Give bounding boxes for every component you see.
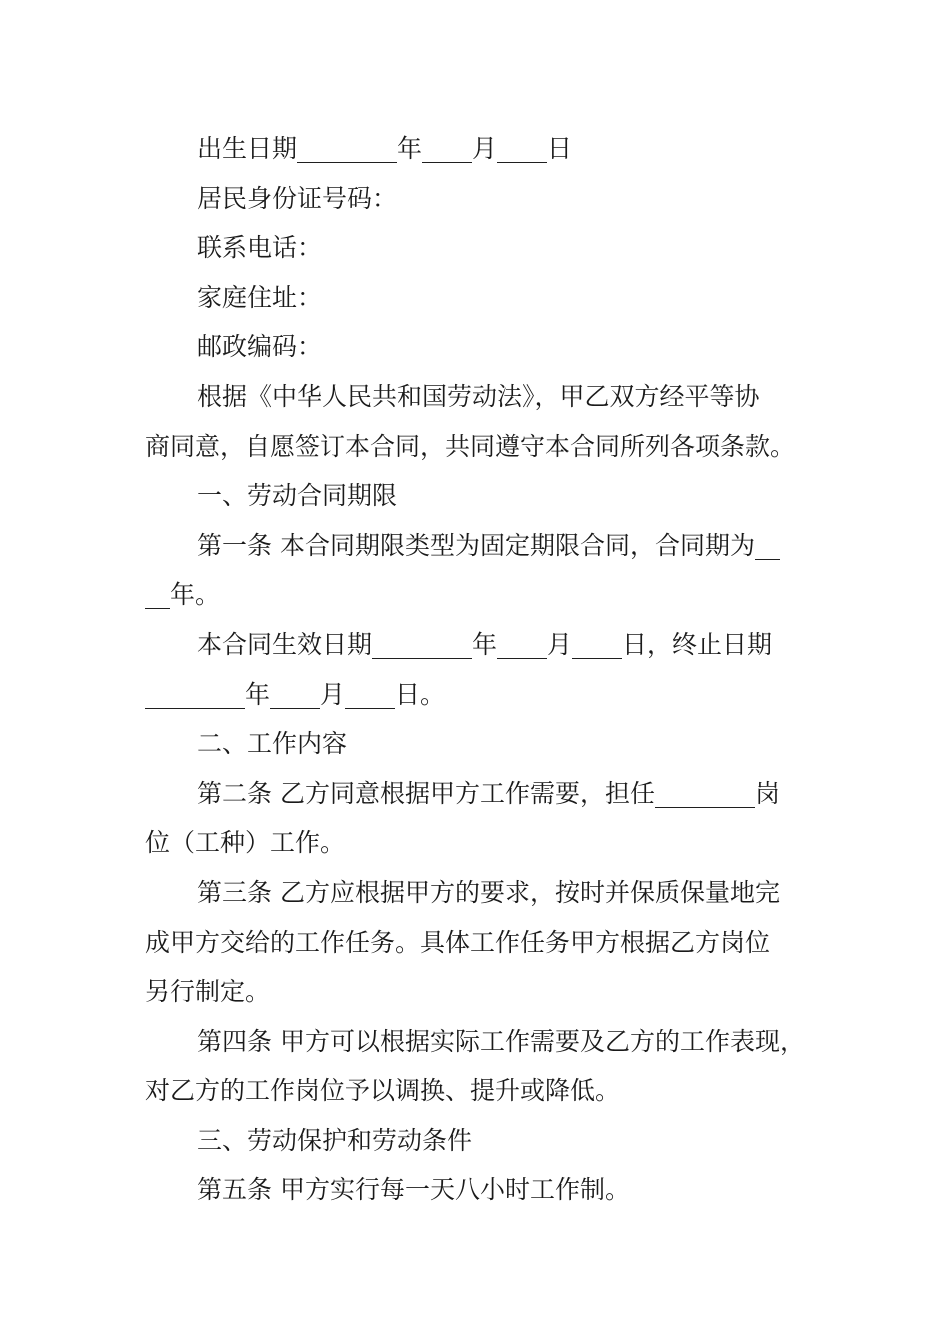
document-line: 联系电话： (197, 233, 323, 263)
document-line: 第二条 乙方同意根据甲方工作需要，担任________岗 (197, 778, 780, 808)
document-line: 另行制定。 (145, 977, 271, 1007)
document-line: __年。 (145, 580, 221, 610)
document-line: 居民身份证号码： (197, 183, 398, 213)
document-line: 本合同生效日期________年____月____日，终止日期 (197, 629, 773, 659)
document-line: 位（工种）工作。 (145, 828, 346, 858)
document-line: 邮政编码： (197, 332, 323, 362)
document-line: 对乙方的工作岗位予以调换、提升或降低。 (145, 1076, 621, 1106)
document-line: 出生日期________年____月____日 (197, 134, 573, 163)
document-line: 第五条 甲方实行每一天八小时工作制。 (197, 1175, 630, 1205)
document-line: 第四条 甲方可以根据实际工作需要及乙方的工作表现， (197, 1026, 805, 1056)
document-body (145, 124, 835, 1215)
document-line: 家庭住址： (197, 282, 323, 312)
document-line: 第一条 本合同期限类型为固定期限合同，合同期为__ (197, 530, 780, 560)
document-line: 一、劳动合同期限 (197, 481, 398, 511)
document-line: 根据《中华人民共和国劳动法》，甲乙双方经平等协 (197, 381, 760, 411)
document-line: 二、工作内容 (197, 729, 348, 759)
document-line: 成甲方交给的工作任务。具体工作任务甲方根据乙方岗位 (145, 927, 771, 957)
document-line: 商同意，自愿签订本合同，共同遵守本合同所列各项条款。 (145, 431, 796, 461)
document-line: 第三条 乙方应根据甲方的要求，按时并保质保量地完 (197, 877, 780, 907)
document-line: ________年____月____日。 (145, 679, 446, 709)
document-line: 三、劳动保护和劳动条件 (197, 1125, 473, 1155)
